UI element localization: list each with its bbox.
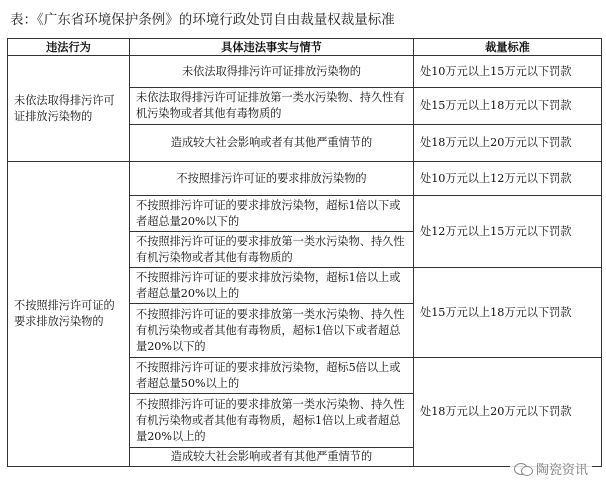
fact-cell: 造成较大社会影响或者有其他严重情节的	[130, 448, 414, 467]
fact-cell: 不按照排污许可证的要求排放污染物，超标1倍以上或者超总量20%以上的	[130, 268, 414, 304]
standard-cell: 处10万元以上12万元以下罚款	[414, 162, 602, 196]
fact-cell: 不按照排污许可证的要求排放污染物，超标5倍以上或者超总量50%以上的	[130, 358, 414, 394]
fact-cell: 造成较大社会影响或者有其他严重情节的	[130, 125, 414, 162]
fact-cell: 不按照排污许可证的要求排放污染物，超标1倍以下或者超总量20%以下的	[130, 196, 414, 232]
standard-cell: 处15万元以上18万元以下罚款	[414, 88, 602, 125]
watermark-text: 陶瓷资讯	[535, 463, 588, 478]
standard-cell: 处10万元以上15万元以下罚款	[414, 56, 602, 88]
table-row	[8, 56, 602, 88]
fact-cell: 不按照排污许可证的要求排放污染物的	[130, 162, 414, 196]
penalty-standards-table	[7, 38, 602, 467]
watermark	[510, 457, 592, 480]
header-facts: 具体违法事实与情节	[130, 39, 414, 56]
header-violation: 违法行为	[8, 39, 130, 56]
wechat-icon	[514, 462, 532, 476]
violation-cell: 不按照排污许可证的要求排放污染物的	[8, 162, 130, 467]
standard-cell: 处18万元以上20万元以下罚款	[414, 358, 602, 467]
table-header-row	[8, 39, 602, 56]
header-standard: 裁量标准	[414, 39, 602, 56]
table-caption: 表：《广东省环境保护条例》的环境行政处罚自由裁量权裁量标准	[10, 12, 395, 28]
fact-cell: 不按照排污许可证的要求排放第一类水污染物、持久性有机污染物或者其他有毒物质的	[130, 232, 414, 268]
fact-cell: 不按照排污许可证的要求排放第一类水污染物、持久性有机污染物或者其他有毒物质，超标1倍以上或者超总量20%以上的	[130, 394, 414, 448]
fact-cell: 未依法取得排污许可证排放污染物的	[130, 56, 414, 88]
fact-cell: 未依法取得排污许可证排放第一类水污染物、持久性有机污染物或者其他有毒物质的	[130, 88, 414, 125]
standard-cell: 处12万元以上15万元以下罚款	[414, 196, 602, 268]
fact-cell: 不按照排污许可证的要求排放第一类水污染物、持久性有机污染物或者其他有毒物质，超标1倍以下或者超总量20%以下的	[130, 304, 414, 358]
table-row	[8, 162, 602, 196]
standard-cell: 处18万元以上20万元以下罚款	[414, 125, 602, 162]
standard-cell: 处15万元以上18万元以下罚款	[414, 268, 602, 358]
violation-cell: 未依法取得排污许可证排放污染物的	[8, 56, 130, 162]
